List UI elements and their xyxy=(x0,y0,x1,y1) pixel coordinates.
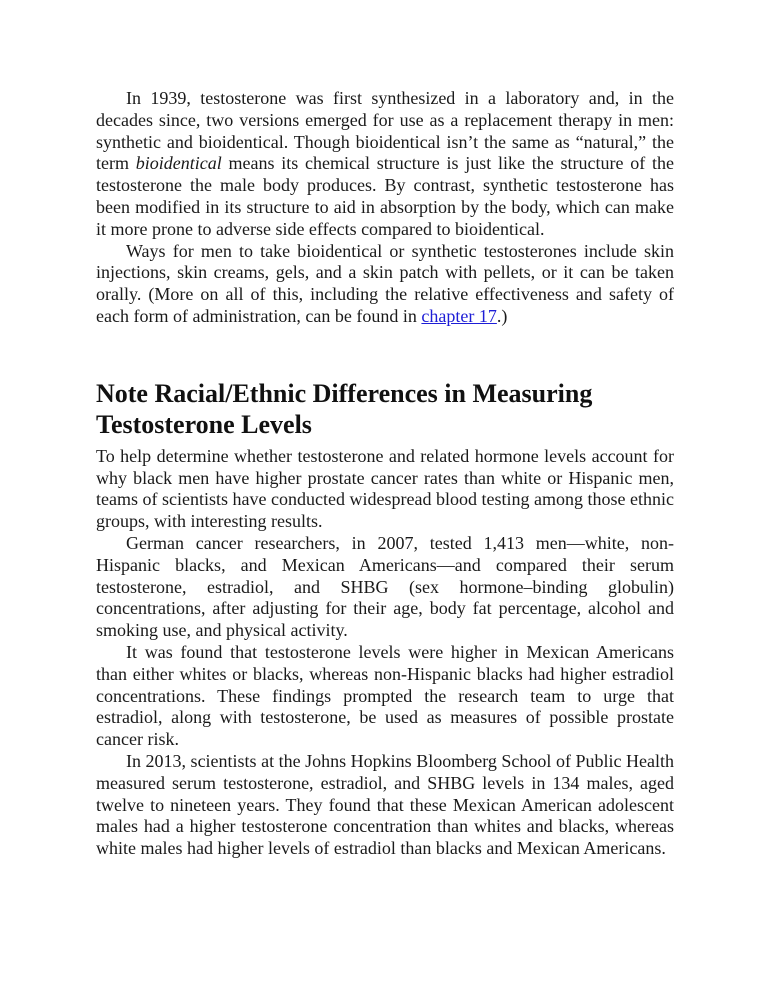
paragraph-findings: It was found that testosterone levels were higher in Mexican Americans than either whites or blacks, whereas non-Hispanic blacks had higher estradiol concentrations. These findings prompted the research team to urge that estradiol, along with testosterone, be used as measures of possible prostate cancer risk. xyxy=(96,641,674,750)
document-page xyxy=(96,88,674,860)
paragraph-johns-hopkins-study: In 2013, scientists at the Johns Hopkins Bloomberg School of Public Health measured serum testosterone, estradiol, and SHBG levels in 134 males, aged twelve to nineteen years. They found that these Mexican American adolescent males had a higher testosterone concentration than whites and blacks, whereas white males had higher levels of estradiol than blacks and Mexican Americans. xyxy=(96,750,674,859)
paragraph-text: .) xyxy=(496,305,508,326)
paragraph-text: In 1939, testosterone was first synthesized in a laboratory and, in the decades since, two versions emerged for use as a replacement therapy in men: synthetic and bioidentical. Though bioidentical isn’t the same as “natural,” the term xyxy=(96,88,674,174)
paragraph-intro: To help determine whether testosterone and related hormone levels account for why black men have higher prostate cancer rates than white or Hispanic men, teams of scientists have conducted widespread blood testing among those ethnic groups, with interesting results. xyxy=(96,445,674,532)
paragraph-text: Ways for men to take bioidentical or synthetic testosterones include skin injections, skin creams, gels, and a skin patch with pellets, or it can be taken orally. (More on all of this, including the relative effectiveness and safety of each form of administration, can be found in xyxy=(96,240,674,326)
italic-term: bioidentical xyxy=(135,153,222,174)
section-heading: Note Racial/Ethnic Differences in Measuring Testosterone Levels xyxy=(96,378,593,439)
paragraph-administration-methods xyxy=(96,241,674,328)
chapter-17-link[interactable]: chapter 17 xyxy=(421,305,497,326)
paragraph-text: means its chemical structure is just like the structure of the testosterone the male body produces. By contrast, synthetic testosterone has been modified in its structure to aid in absorption by the body, which can make it more prone to adverse side effects compared to bioidentical. xyxy=(96,153,674,239)
paragraph-german-study: German cancer researchers, in 2007, tested 1,413 men—white, non-Hispanic blacks, and Mexican Americans—and compared their serum testosterone, estradiol, and SHBG (sex hormone–binding globulin) concentrations, after adjusting for their age, body fat percentage, alcohol and smoking use, and physical activity. xyxy=(96,532,674,641)
paragraph-testosterone-history xyxy=(96,88,674,241)
